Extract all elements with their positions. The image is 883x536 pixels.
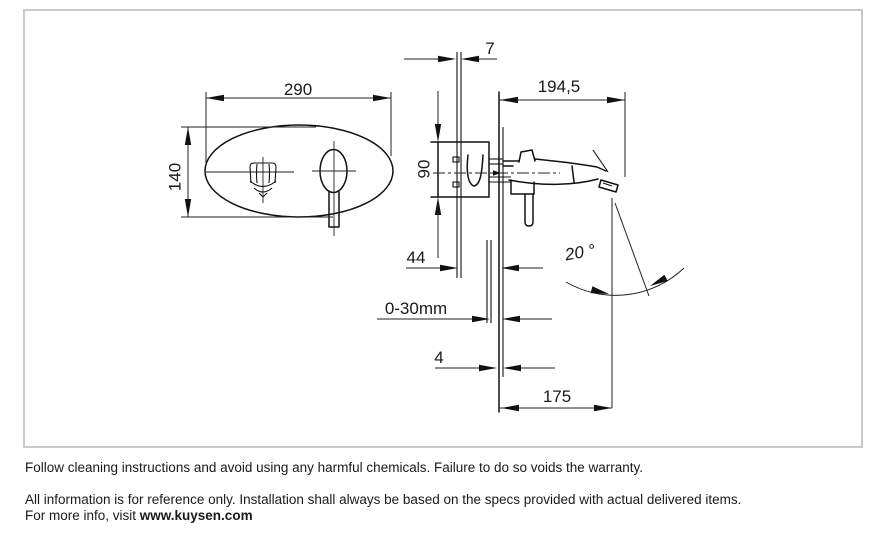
- dim-label-valve-depth: 44: [406, 248, 426, 267]
- dim-wall-flange: [434, 348, 555, 371]
- dim-label-plate-width: 290: [283, 80, 313, 99]
- spout-collar: [519, 150, 535, 162]
- dim-plate-width: [206, 80, 391, 165]
- dim-stream-offset: [499, 387, 612, 411]
- website-text: www.kuysen.com: [139, 508, 253, 523]
- side-view-section: [377, 39, 684, 412]
- dim-label-stream-offset: 175: [542, 387, 572, 406]
- front-view-plate: [165, 80, 393, 236]
- dim-label-plate-height: 140: [165, 162, 185, 192]
- dim-label-mounting-range: 0-30mm: [384, 299, 448, 318]
- handle-front: [312, 141, 356, 236]
- dim-mounting-range: [377, 299, 552, 322]
- lever-side: [525, 194, 533, 226]
- footer-disclaimer-note: [25, 492, 741, 524]
- spout-side-view: [503, 150, 618, 226]
- stream-angle: [562, 198, 684, 408]
- dim-label-wall-flange: 4: [434, 348, 444, 367]
- aerator: [599, 180, 618, 192]
- disclaimer-text: All information is for reference only. Installation shall always be based on the specs provided with actual delivered items.: [25, 492, 742, 507]
- more-info-prefix: For more info, visit: [25, 508, 140, 523]
- escutcheon-oval: [205, 125, 393, 217]
- dim-valve-height: [414, 91, 441, 258]
- dim-plate-thickness: [404, 39, 497, 62]
- dim-label-spout-projection: 194,5: [537, 77, 581, 96]
- dim-label-stream-angle: 20 °: [563, 240, 597, 265]
- footer-warning-note: Follow cleaning instructions and avoid using any harmful chemicals. Failure to do so voids the warranty.: [25, 460, 644, 475]
- concealed-valve-body: [431, 142, 560, 197]
- spout-outlet-front: [250, 157, 276, 203]
- dim-label-plate-thickness: 7: [485, 39, 495, 58]
- dim-label-valve-height: 90: [414, 159, 434, 179]
- cartridge-profile: [467, 155, 483, 186]
- dim-valve-depth: [406, 248, 543, 271]
